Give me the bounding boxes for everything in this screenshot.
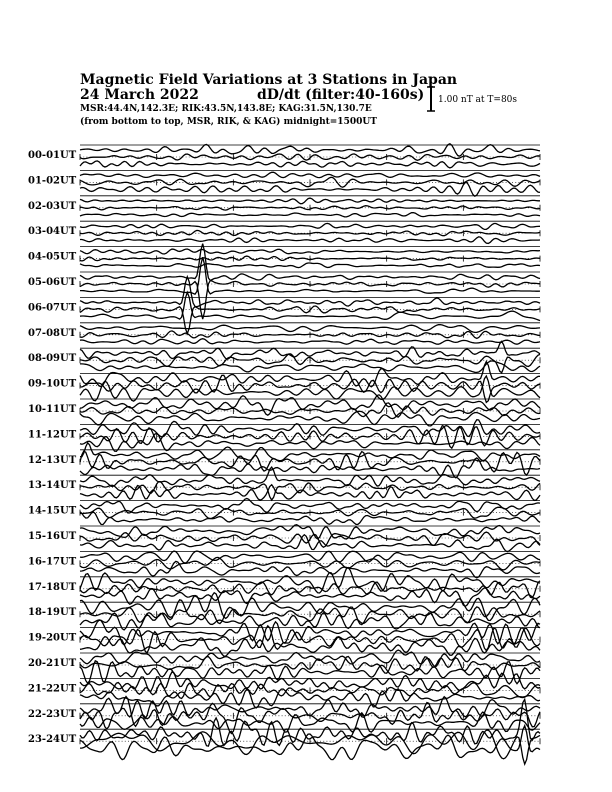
- hour-label: 15-16UT: [28, 531, 77, 542]
- hour-label: 02-03UT: [28, 200, 77, 212]
- hour-label: 08-09UT: [28, 353, 77, 365]
- trace-kag: [80, 325, 540, 333]
- hour-label: 17-18UT: [28, 581, 77, 593]
- hour-label: 03-04UT: [28, 226, 77, 238]
- hour-label: 10-11UT: [28, 404, 77, 415]
- chart-quantity: dD/dt (filter:40-160s): [257, 87, 425, 103]
- trace-kag: [80, 223, 540, 229]
- hour-row: [28, 144, 540, 168]
- trace-kag: [80, 198, 540, 204]
- trace-msr: [80, 161, 540, 168]
- hour-row: [28, 420, 540, 452]
- trace-kag: [80, 244, 540, 281]
- trace-kag: [80, 172, 540, 177]
- chart-title: Magnetic Field Variations at 3 Stations in Japan: [80, 72, 458, 88]
- hour-label: 09-10UT: [28, 378, 77, 390]
- hour-row: [28, 247, 540, 268]
- hour-label: 11-12UT: [28, 429, 77, 441]
- hour-label: 16-17UT: [28, 556, 77, 568]
- trace-rik: [80, 697, 540, 734]
- hour-row: [28, 593, 540, 630]
- hour-row: [28, 341, 540, 372]
- scale-bar-label: 1.00 nT at T=80s: [438, 95, 518, 105]
- hour-label: 00-01UT: [28, 150, 77, 161]
- hour-row: [28, 196, 540, 217]
- hour-row: [28, 170, 540, 196]
- chart-date: 24 March 2022: [80, 87, 199, 103]
- hour-label: 04-05UT: [28, 251, 77, 263]
- trace-rik: [80, 507, 540, 518]
- trace-kag: [80, 249, 540, 254]
- hour-row: [28, 323, 540, 345]
- hour-row: [28, 499, 540, 525]
- hour-row: [28, 395, 540, 426]
- hour-label: 13-14UT: [28, 480, 77, 492]
- hour-row: [28, 467, 540, 500]
- station-coordinates: MSR:44.4N,142.3E; RIK:43.5N,143.8E; KAG:31.5N,130.7E: [80, 104, 372, 114]
- hour-label: 20-21UT: [28, 658, 77, 669]
- trace-msr: [80, 263, 540, 268]
- hour-row: [28, 443, 540, 478]
- hour-label: 21-22UT: [28, 683, 77, 695]
- hour-row: [28, 221, 540, 243]
- hour-label: 19-20UT: [28, 632, 77, 644]
- trace-order-note: (from bottom to top, MSR, RIK, & KAG) midnight=1500UT: [80, 117, 377, 127]
- hour-row: [28, 697, 540, 734]
- trace-msr: [80, 213, 540, 217]
- hour-label: 07-08UT: [28, 327, 77, 339]
- hour-label: 01-02UT: [28, 175, 77, 187]
- hour-label: 14-15UT: [28, 505, 77, 517]
- hour-label: 23-24UT: [28, 734, 77, 746]
- trace-msr: [80, 339, 540, 345]
- scale-bar: [427, 87, 435, 111]
- hour-label: 06-07UT: [28, 302, 77, 314]
- hour-label: 22-23UT: [28, 708, 77, 720]
- hour-label: 18-19UT: [28, 607, 77, 619]
- hour-row: [28, 568, 540, 607]
- hour-label: 12-13UT: [28, 454, 77, 466]
- trace-msr: [80, 237, 540, 244]
- hour-label: 05-06UT: [28, 277, 77, 288]
- hour-row: [28, 525, 540, 552]
